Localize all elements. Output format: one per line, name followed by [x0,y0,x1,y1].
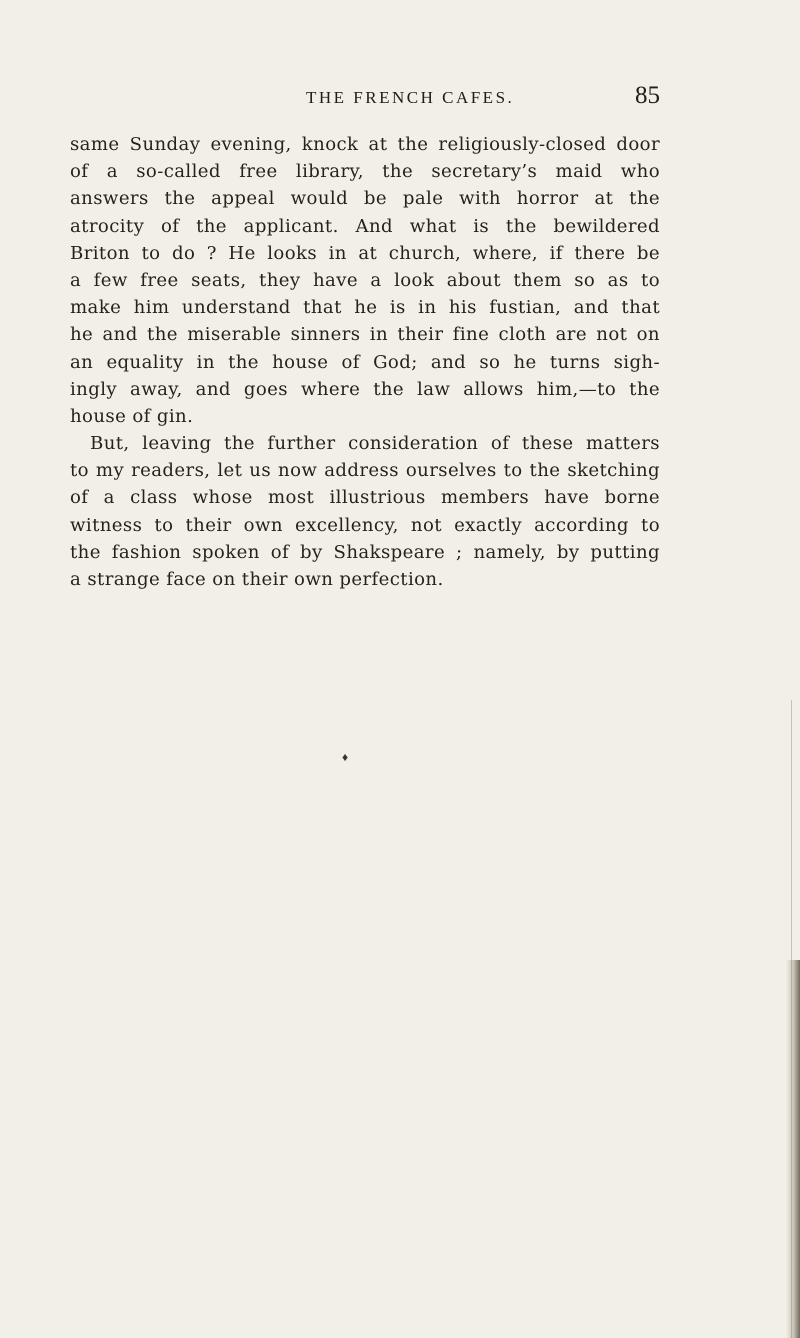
text-line: answers the appeal would be pale with horror at the [70,188,660,210]
page-number: 85 [635,82,660,109]
text-line: a few free seats, they have a look about them so as to [70,269,660,291]
text-line: But, leaving the further consideration of these matters [90,433,660,455]
text-line: house of gin. [70,405,194,427]
text-line: the fashion spoken of by Shakspeare ; namely, by putting [70,541,660,563]
text-line: same Sunday evening, knock at the religiously-closed door [70,134,660,155]
text-line: make him understand that he is in his fustian, and that [70,297,660,319]
text-line: witness to their own excellency, not exactly according to [70,514,660,536]
paragraph-2 [70,430,660,593]
text-line: of a so-called free library, the secretary’s maid who [70,161,660,183]
running-title: THE FRENCH CAFES. [306,88,515,107]
body-text [70,131,660,593]
text-line: a strange face on their own perfection. [70,569,444,590]
text-line: to my readers, let us now address ourselves to the sketching [70,460,660,482]
stray-ink-mark: ♦ [342,750,349,764]
text-line: atrocity of the applicant. And what is the bewildered [70,215,660,237]
text-line: an equality in the house of God; and so he turns sigh- [70,351,660,373]
page-edge-shadow [786,960,800,1338]
running-head [70,82,660,114]
text-line: he and the miserable sinners in their fine cloth are not on [70,324,660,346]
paragraph-1 [70,131,660,430]
text-line: ingly away, and goes where the law allows him,—to the [70,378,660,400]
text-line: Briton to do ? He looks in at church, where, if there be [70,242,660,264]
text-line: of a class whose most illustrious members have borne [70,487,660,509]
